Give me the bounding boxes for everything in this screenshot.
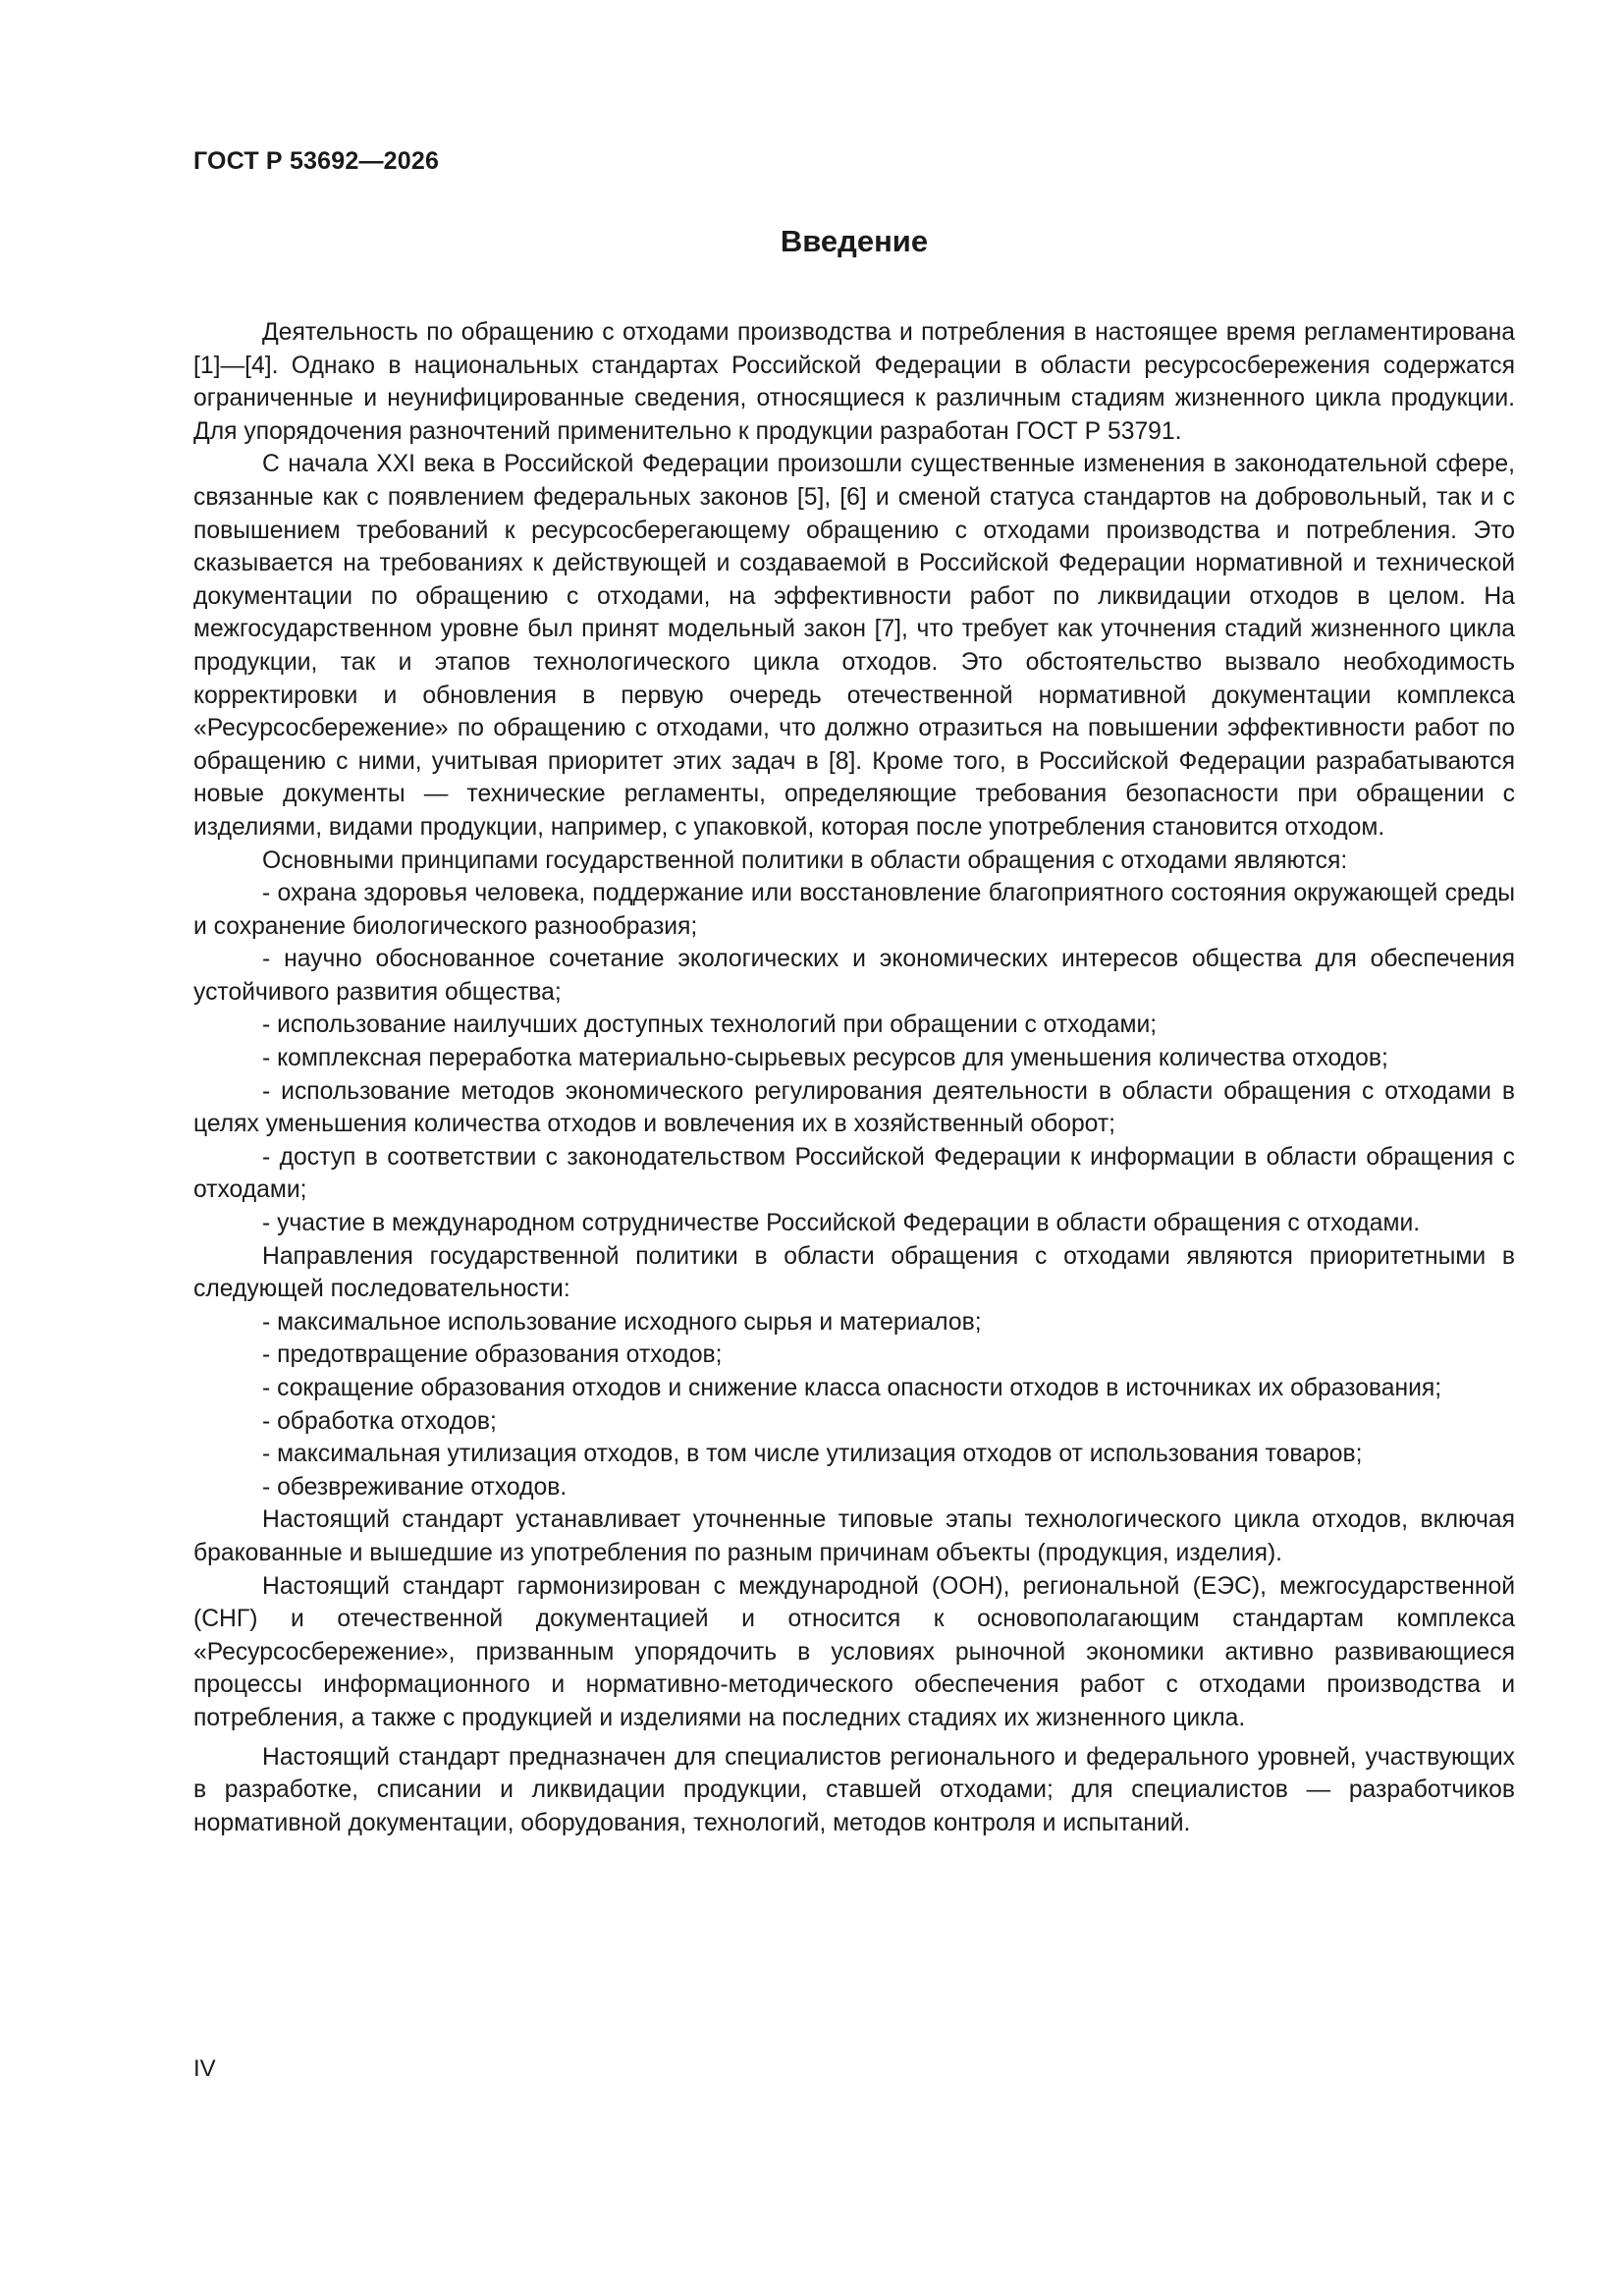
list-item: - обезвреживание отходов. bbox=[262, 1473, 568, 1501]
list-item: - участие в международном сотрудничестве Российской Федерации в области обращения с отходами. bbox=[262, 1210, 1421, 1237]
list-item: - максимальная утилизация отходов, в том числе утилизация отходов от использования товаров; bbox=[262, 1441, 1363, 1468]
list-item: - обработка отходов; bbox=[262, 1407, 497, 1435]
list-item: - комплексная переработка материально-сырьевых ресурсов для уменьшения количества отходов; bbox=[262, 1045, 1388, 1072]
list-item: - научно обоснованное сочетание экологических и экономических интересов общества для обеспечения устойчивого развития общества; bbox=[193, 946, 1515, 1006]
list-item: - доступ в соответствии с законодательством Российской Федерации к информации в области обращения с отходами; bbox=[193, 1143, 1515, 1204]
list-item: - охрана здоровья человека, поддержание или восстановление благоприятного состояния окружающей среды и сохранение биологического разнообразия; bbox=[193, 880, 1515, 940]
list-item: - максимальное использование исходного сырья и материалов; bbox=[262, 1308, 982, 1336]
paragraph: Настоящий стандарт предназначен для специалистов регионального и федерального уровней, участвующих в разработке, списании и ликвидации продукции, ставшей отходами; для специалистов — разработчиков нормативной документации, оборудования, технологий, методов контроля и испытаний. bbox=[193, 1743, 1515, 1836]
list-item: - использование методов экономического регулирования деятельности в области обращения с отходами в целях уменьшения количества отходов и вовлечения их в хозяйственный оборот; bbox=[193, 1077, 1515, 1138]
section-title: Введение bbox=[780, 224, 929, 258]
paragraph: С начала XXI века в Российской Федерации произошли существенные изменения в законодательной сфере, связанные как с появлением федеральных законов [5], [6] и сменой статуса стандартов на добровольный, так и с повышением требований к ресурсосберегающему обращению с отходами производства и потребления. Это сказывается на требованиях к действующей и создаваемой в Российской Федерации нормативной и технической документации по обращению с отходами, на эффективности работ по ликвидации отходов в целом. На межгосударственном уровне был принят модельный закон [7], что требует как уточнения стадий жизненного цикла продукции, так и этапов технологического цикла отходов. Это обстоятельство вызвало необходимость корректировки и обновления в первую очередь отечественной нормативной документации комплекса «Ресурсосбережение» по обращению с отходами, что должно отразиться на повышении эффективности работ по обращению с ними, учитывая приоритет этих задач в [8]. Кроме того, в Российской Федерации разрабатываются новые документы — технические регламенты, определяющие требования безопасности при обращении с изделиями, видами продукции, например, с упаковкой, которая после употребления становится отходом. bbox=[193, 451, 1515, 841]
paragraph: Деятельность по обращению с отходами производства и потребления в настоящее время регламентирована [1]—[4]. Однако в национальных стандартах Российской Федерации в области ресурсосбережения содержатся ограниченные и неунифицированные сведения, относящиеся к различным стадиям жизненного цикла продукции. Для упорядочения разночтений применительно к продукции разработан ГОСТ Р 53791. bbox=[193, 319, 1515, 445]
paragraph: Направления государственной политики в области обращения с отходами являются приоритетными в следующей последовательности: bbox=[193, 1242, 1515, 1303]
paragraph: Основными принципами государственной политики в области обращения с отходами являются: bbox=[262, 847, 1348, 874]
paragraph: Настоящий стандарт устанавливает уточненные типовые этапы технологического цикла отходов, включая бракованные и вышедшие из употребления по разным причинам объекты (продукция, изделия). bbox=[193, 1506, 1515, 1566]
list-item: - использование наилучших доступных технологий при обращении с отходами; bbox=[262, 1011, 1158, 1039]
page-number: IV bbox=[193, 2055, 216, 2082]
list-item: - сокращение образования отходов и снижение класса опасности отходов в источниках их образования; bbox=[262, 1375, 1442, 1401]
paragraph: Настоящий стандарт гармонизирован с международной (ООН), региональной (ЕЭС), межгосударственной (СНГ) и отечественной документацией и относится к основополагающим стандартам комплекса «Ресурсосбережение», призванным упорядочить в условиях рыночной экономики активно развивающиеся процессы информационного и нормативно-методического обеспечения работ с отходами производства и потребления, а также с продукцией и изделиями на последних стадиях их жизненного цикла. bbox=[193, 1572, 1515, 1731]
section-body bbox=[193, 316, 1515, 1839]
list-item: - предотвращение образования отходов; bbox=[262, 1341, 723, 1369]
document-code-header: ГОСТ Р 53692—2026 bbox=[193, 147, 440, 175]
